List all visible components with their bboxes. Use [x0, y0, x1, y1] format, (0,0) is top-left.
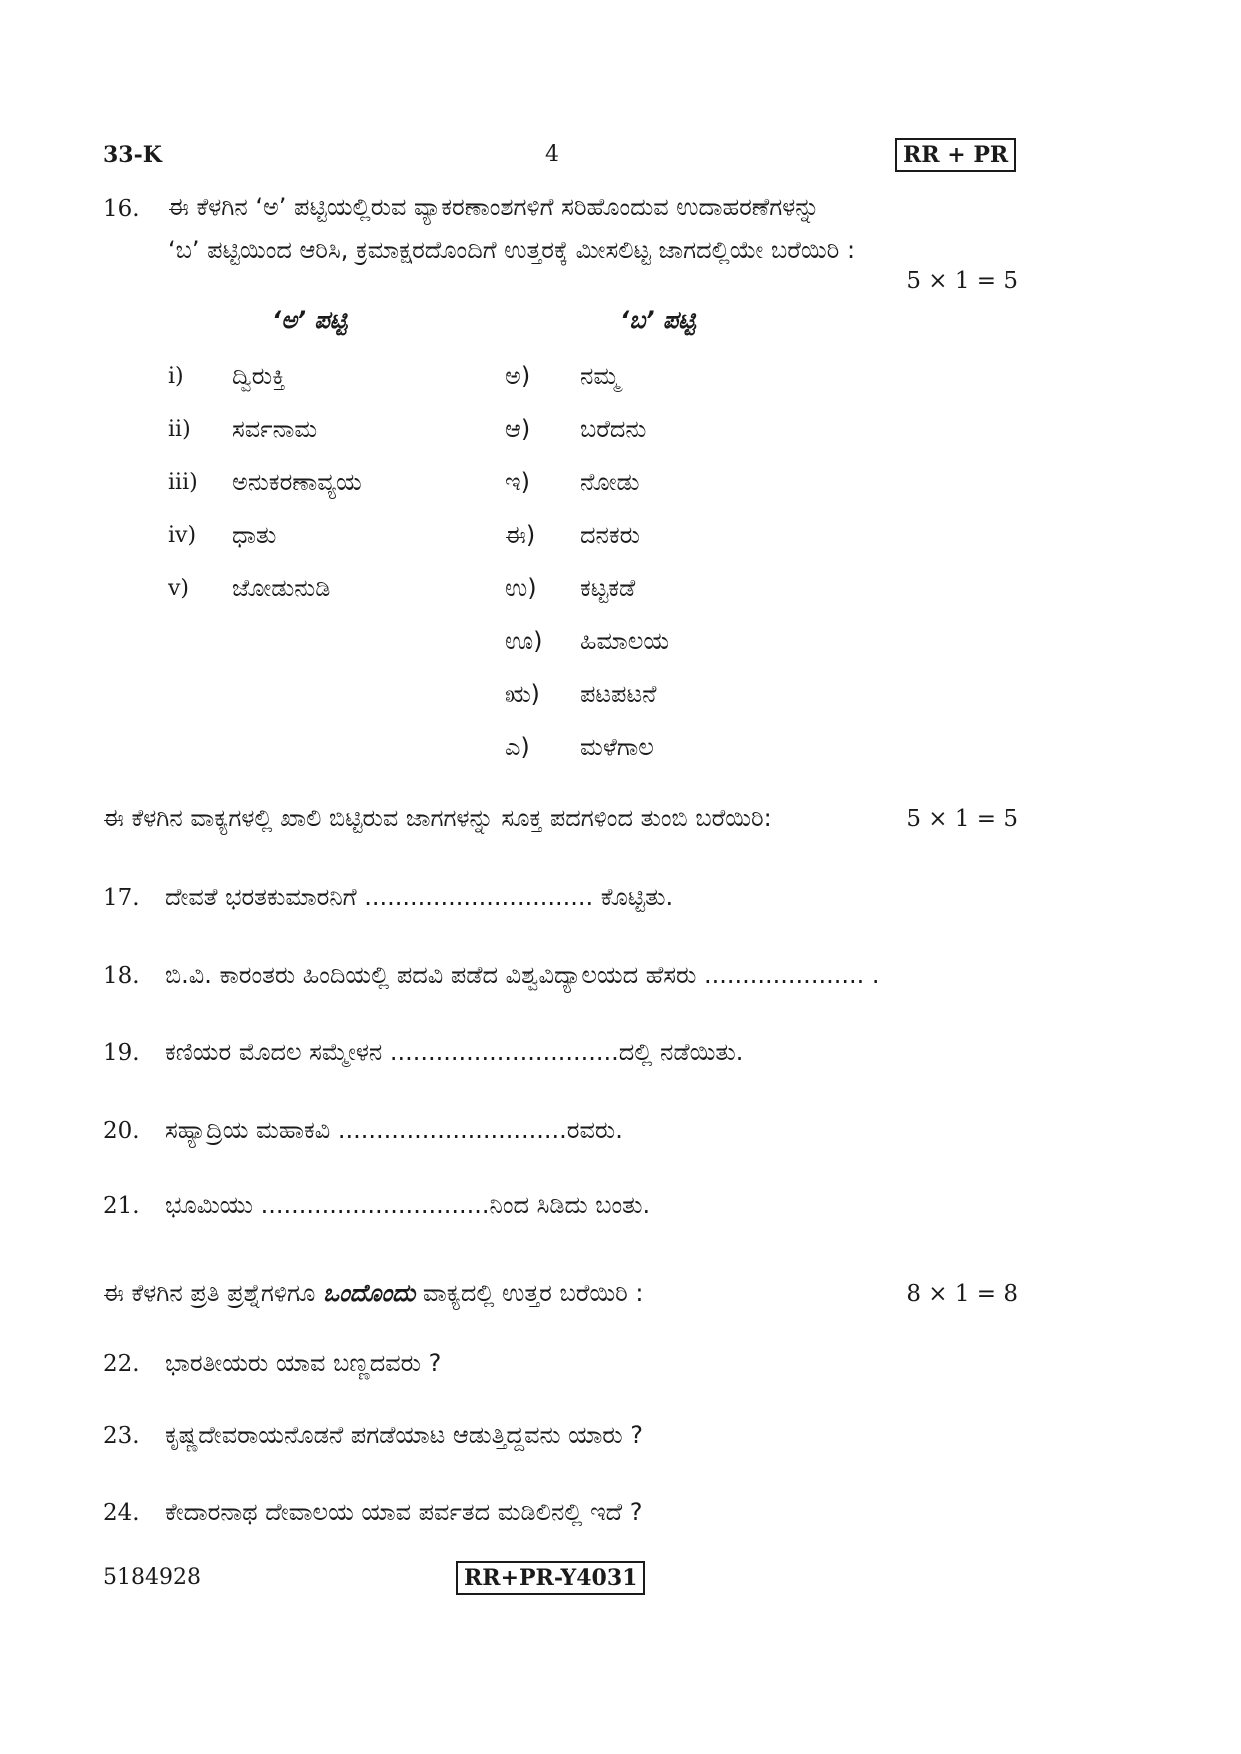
question-text: ಕೇದಾರನಾಥ ದೇವಾಲಯ ಯಾವ ಪರ್ವತದ ಮಡಿಲಿನಲ್ಲಿ ಇದೆ ? — [165, 1498, 643, 1526]
question-number: 22. — [103, 1351, 140, 1377]
question-number: 20. — [103, 1118, 140, 1144]
col-b-label: ಋ) — [505, 680, 540, 708]
stream-badge: RR + PR — [895, 138, 1016, 172]
fill-blanks-instruction: ಈ ಕೆಳಗಿನ ವಾಕ್ಯಗಳಲ್ಲಿ ಖಾಲಿ ಬಿಟ್ಟಿರುವ ಜಾಗಗಳನ್ನು ಸೂಕ್ತ ಪದಗಳಿಂದ ತುಂಬಿ ಬರೆಯಿರಿ: — [103, 804, 772, 832]
col-a-label: v) — [168, 576, 190, 601]
col-a-label: iii) — [168, 470, 198, 495]
col-a-item: ಧಾತು — [232, 521, 277, 549]
col-b-label: ಅ) — [505, 362, 531, 390]
question-number: 18. — [103, 963, 140, 989]
col-b-item: ಕಟ್ಟಕಡೆ — [580, 574, 636, 602]
col-b-item: ಬರೆದನು — [580, 415, 647, 443]
instruction-pre: ಈ ಕೆಳಗಿನ ಪ್ರತಿ ಪ್ರಶ್ನೆಗಳಿಗೂ — [103, 1279, 323, 1307]
footer-paper-code: RR+PR-Y4031 — [456, 1561, 645, 1595]
question-text: ಕೃಷ್ಣದೇವರಾಯನೊಡನೆ ಪಗಡೆಯಾಟ ಆಡುತ್ತಿದ್ದವನು ಯಾರು ? — [165, 1421, 643, 1449]
col-b-item: ದನಕರು — [580, 521, 640, 549]
q16-line2: ‘ಬ’ ಪಟ್ಟಿಯಿಂದ ಆರಿಸಿ, ಕ್ರಮಾಕ್ಷರದೊಂದಿಗೆ ಉತ್ತರಕ್ಕೆ ಮೀಸಲಿಟ್ಟ ಜಾಗದಲ್ಲಿಯೇ ಬರೆಯಿರಿ : — [168, 236, 856, 264]
q16-line1: ಈ ಕೆಳಗಿನ ‘ಅ’ ಪಟ್ಟಿಯಲ್ಲಿರುವ ವ್ಯಾಕರಣಾಂಶಗಳಿಗೆ ಸರಿಹೊಂದುವ ಉದಾಹರಣೆಗಳನ್ನು — [168, 193, 820, 221]
q16-number: 16. — [103, 196, 140, 222]
col-b-label: ಆ) — [505, 415, 531, 443]
fill-blanks-marks: 5 × 1 = 5 — [906, 806, 1018, 832]
col-a-heading: ‘ಅ’ ಪಟ್ಟಿ — [272, 306, 348, 334]
col-b-label: ಉ) — [505, 574, 537, 602]
col-a-item: ಸರ್ವನಾಮ — [232, 415, 318, 443]
paper-code: 33-K — [103, 142, 162, 168]
col-b-item: ಪಟಪಟನೆ — [580, 680, 657, 708]
col-a-label: i) — [168, 364, 184, 389]
col-a-item: ಜೋಡುನುಡಿ — [232, 574, 331, 602]
instruction-bold: ಒಂದೊಂದು — [322, 1279, 416, 1307]
serial-number: 5184928 — [103, 1565, 201, 1590]
one-sentence-marks: 8 × 1 = 8 — [906, 1281, 1018, 1307]
question-number: 17. — [103, 885, 140, 911]
col-a-label: iv) — [168, 523, 197, 548]
question-number: 21. — [103, 1193, 140, 1219]
col-b-item: ನಮ್ಮ — [580, 362, 620, 390]
page-number: 4 — [545, 142, 559, 167]
question-text: ದೇವತೆ ಭರತಕುಮಾರನಿಗೆ .............................. ಕೊಟ್ಟಿತು. — [165, 883, 674, 911]
question-number: 19. — [103, 1040, 140, 1066]
instruction-post: ವಾಕ್ಯದಲ್ಲಿ ಉತ್ತರ ಬರೆಯಿರಿ : — [415, 1279, 644, 1307]
question-number: 24. — [103, 1500, 140, 1526]
col-a-item: ಅನುಕರಣಾವ್ಯಯ — [232, 468, 362, 496]
col-b-heading: ‘ಬ’ ಪಟ್ಟಿ — [620, 306, 696, 334]
col-b-label: ಎ) — [505, 733, 530, 761]
col-b-label: ಊ) — [505, 627, 543, 655]
question-text: ಸಹ್ಯಾದ್ರಿಯ ಮಹಾಕವಿ ..............................ರವರು. — [165, 1116, 623, 1144]
col-a-item: ದ್ವಿರುಕ್ತಿ — [232, 362, 286, 390]
one-sentence-instruction — [103, 1279, 644, 1307]
col-a-label: ii) — [168, 417, 191, 442]
question-text: ಬಿ.ವಿ. ಕಾರಂತರು ಹಿಂದಿಯಲ್ಲಿ ಪದವಿ ಪಡೆದ ವಿಶ್ವವಿದ್ಯಾಲಯದ ಹೆಸರು ..................... . — [165, 961, 880, 989]
question-text: ಭೂಮಿಯು ..............................ನಿಂದ ಸಿಡಿದು ಬಂತು. — [165, 1191, 651, 1219]
col-b-label: ಇ) — [505, 468, 530, 496]
question-text: ಕಣಿಯರ ಮೊದಲ ಸಮ್ಮೇಳನ ..............................ದಲ್ಲಿ ನಡೆಯಿತು. — [165, 1038, 744, 1066]
q16-marks: 5 × 1 = 5 — [906, 268, 1018, 294]
question-number: 23. — [103, 1423, 140, 1449]
col-b-label: ಈ) — [505, 521, 536, 549]
col-b-item: ಮಳೆಗಾಲ — [580, 733, 654, 761]
col-b-item: ಹಿಮಾಲಯ — [580, 627, 670, 655]
question-text: ಭಾರತೀಯರು ಯಾವ ಬಣ್ಣದವರು ? — [165, 1349, 442, 1377]
col-b-item: ನೋಡು — [580, 468, 640, 496]
